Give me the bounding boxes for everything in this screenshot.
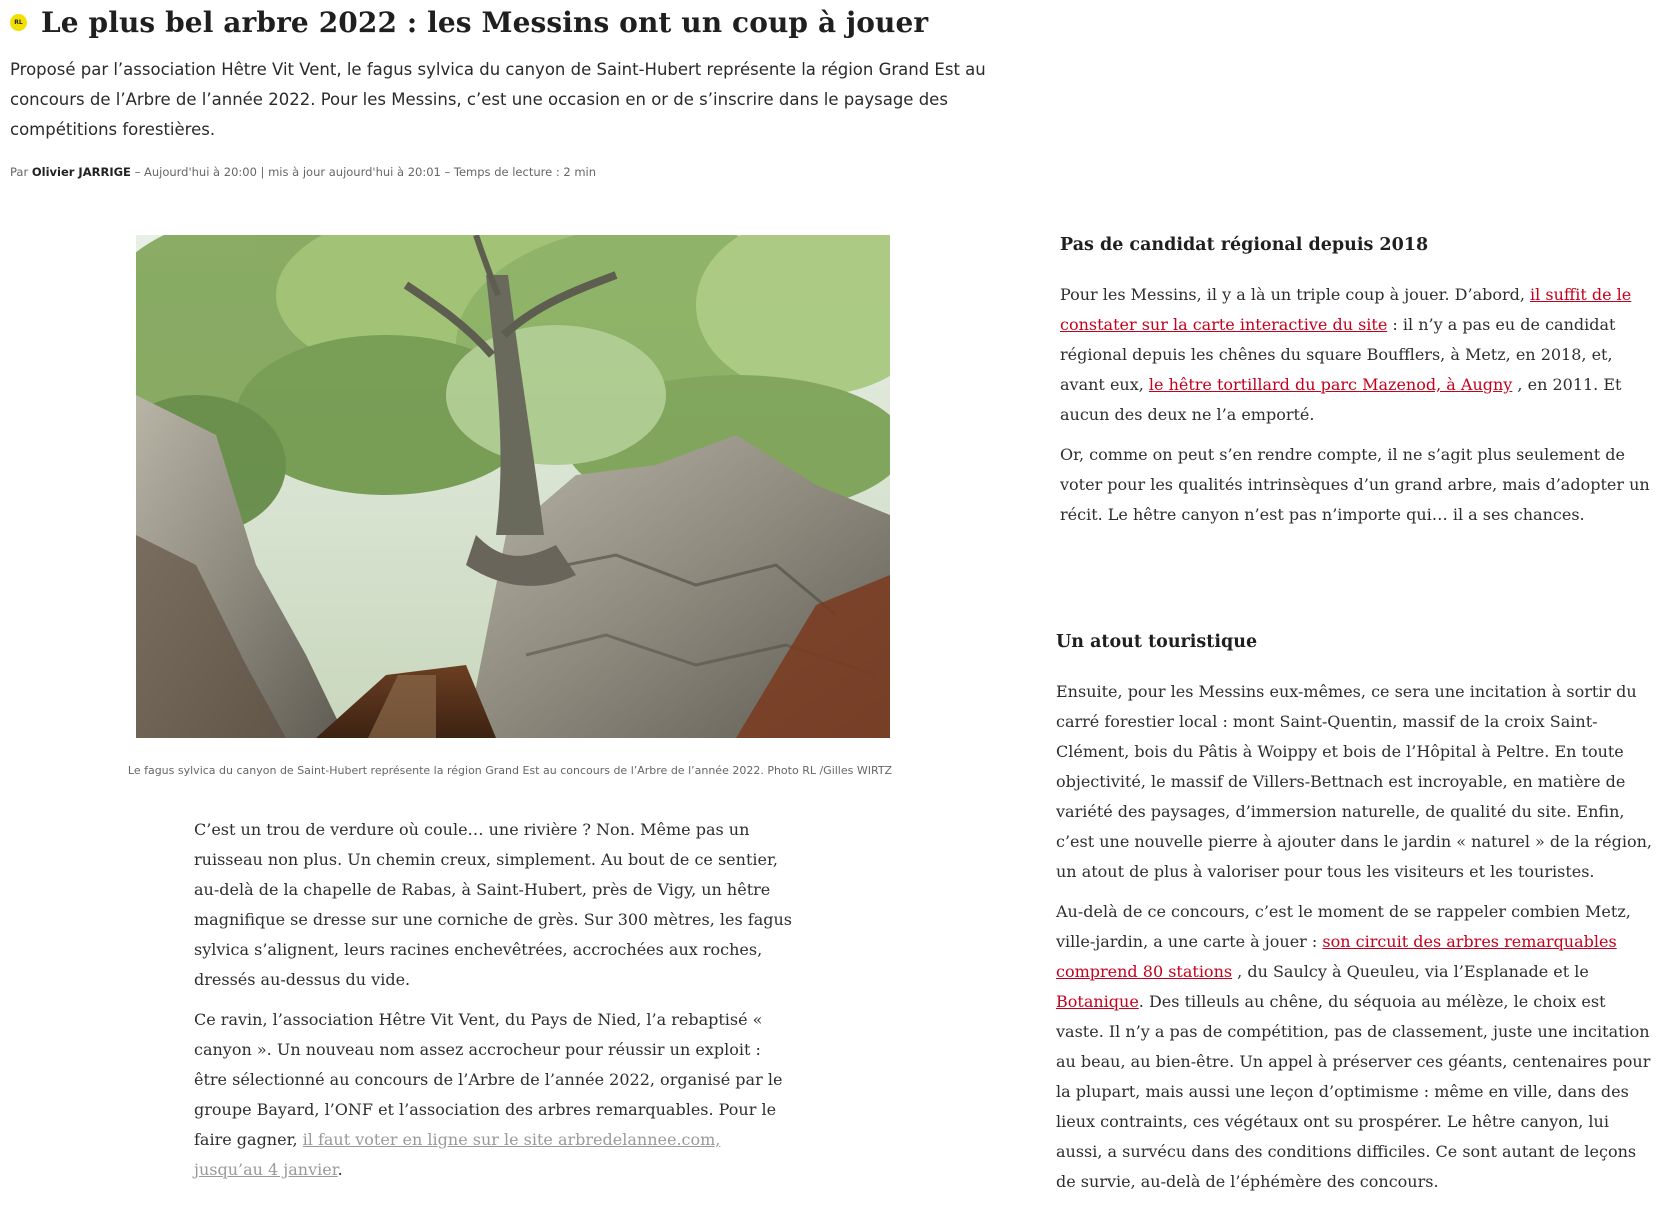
- botanique-link[interactable]: Botanique: [1056, 992, 1139, 1011]
- remarkable-trees-circuit-link[interactable]: son circuit des arbres remarquables comprend 80 stations: [1056, 932, 1617, 981]
- tree-canyon-photo: [136, 235, 890, 738]
- rl-logo-icon: RL: [10, 14, 27, 31]
- text-run: , du Saulcy à Queuleu, via l’Esplanade et le: [1232, 962, 1589, 981]
- text-run: . Des tilleuls au chêne, du séquoia au mélèze, le choix est vaste. Il n’y a pas de compétition, pas de classement, juste une incitation au beau, au bien-être. Un appel à préserver ces géants, centenaires pour la plupart, mais aussi une leçon d’optimisme : même en ville, dans des lieux contraints, ces végétaux ont su prospérer. Le hêtre canyon, lui aussi, a survécu dans des conditions difficiles. Ce sont autant de leçons de survie, au-delà de l’éphémère des concours.: [1056, 992, 1651, 1191]
- section-heading: Pas de candidat régional depuis 2018: [1060, 235, 1429, 255]
- title-row: [10, 6, 1010, 39]
- text-run: , en 2011. Et aucun des deux ne l’a emporté.: [1060, 375, 1622, 424]
- article-photo[interactable]: [136, 235, 890, 738]
- text-run: Ce ravin, l’association Hêtre Vit Vent, du Pays de Nied, l’a rebaptisé « canyon ». Un nouveau nom assez accrocheur pour réussir un exploit : être sélectionné au concours de l’Arbre de l’année 2022, organisé par le groupe Bayard, l’ONF et l’association des arbres remarquables. Pour le faire gagner,: [194, 1010, 783, 1149]
- section-heading: Un atout touristique: [1056, 632, 1258, 652]
- byline: [10, 165, 1010, 179]
- section-tourism: [1056, 627, 1656, 1207]
- interactive-map-link[interactable]: il suffit de le constater sur la carte interactive du site: [1060, 285, 1632, 334]
- text-run: Au-delà de ce concours, c’est le moment de se rappeler combien Metz, ville-jardin, a une carte à jouer :: [1056, 902, 1631, 951]
- paragraph: [1060, 280, 1660, 430]
- paragraph: Or, comme on peut s’en rendre compte, il ne s’agit plus seulement de voter pour les qualités intrinsèques d’un grand arbre, mais d’adopter un récit. Le hêtre canyon n’est pas n’importe qui… il a ses chances.: [1060, 445, 1650, 524]
- article-lead: Proposé par l’association Hêtre Vit Vent, le fagus sylvica du canyon de Saint-Hubert représente la région Grand Est au concours de l’Arbre de l’année 2022. Pour les Messins, c’est une occasion en or de s’inscrire dans le paysage des compétitions forestières.: [10, 60, 986, 139]
- byline-prefix: Par: [10, 165, 29, 179]
- paragraph: [194, 1005, 794, 1185]
- mazenod-beech-link[interactable]: le hêtre tortillard du parc Mazenod, à Augny: [1148, 375, 1513, 394]
- author-name[interactable]: Olivier JARRIGE: [31, 165, 131, 179]
- byline-meta: – Aujourd'hui à 20:00 | mis à jour aujourd'hui à 20:01 – Temps de lecture : 2 min: [134, 165, 597, 179]
- text-run: Pour les Messins, il y a là un triple coup à jouer. D’abord,: [1060, 285, 1531, 304]
- paragraph: Ensuite, pour les Messins eux-mêmes, ce sera une incitation à sortir du carré forestier local : mont Saint-Quentin, massif de la croix Saint-Clément, bois du Pâtis à Woippy et bois de l’Hôpital à Peltre. En toute objectivité, le massif de Villers-Bettnach est incroyable, en matière de variété des paysages, d’immersion naturelle, de qualité du site. Enfin, c’est une nouvelle pierre à ajouter dans le jardin « naturel » de la région, un atout de plus à valoriser pour tous les visiteurs et les touristes.: [1056, 682, 1652, 881]
- section-regional-candidate: [1060, 230, 1660, 540]
- article-header: [10, 6, 1010, 179]
- text-run: .: [337, 1160, 343, 1179]
- vote-link[interactable]: il faut voter en ligne sur le site arbredelannee.com, jusqu’au 4 janvier: [194, 1130, 721, 1179]
- text-run: : il n’y a pas eu de candidat régional depuis les chênes du square Boufflers, à Metz, en 2018, et, avant eux,: [1060, 315, 1616, 394]
- paragraph: [1056, 897, 1656, 1197]
- photo-caption: Le fagus sylvica du canyon de Saint-Hubert représente la région Grand Est au concours de l’Arbre de l’année 2022. Photo RL /Gilles WIRTZ: [127, 764, 893, 777]
- article-title: Le plus bel arbre 2022 : les Messins ont un coup à jouer: [41, 6, 929, 39]
- article-body-intro: [194, 815, 794, 1195]
- paragraph: C’est un trou de verdure où coule… une rivière ? Non. Même pas un ruisseau non plus. Un chemin creux, simplement. Au bout de ce sentier, au-delà de la chapelle de Rabas, à Saint-Hubert, près de Vigy, un hêtre magnifique se dresse sur une corniche de grès. Sur 300 mètres, les fagus sylvica s’alignent, leurs racines enchevêtrées, accrochées aux roches, dressés au-dessus du vide.: [194, 820, 792, 989]
